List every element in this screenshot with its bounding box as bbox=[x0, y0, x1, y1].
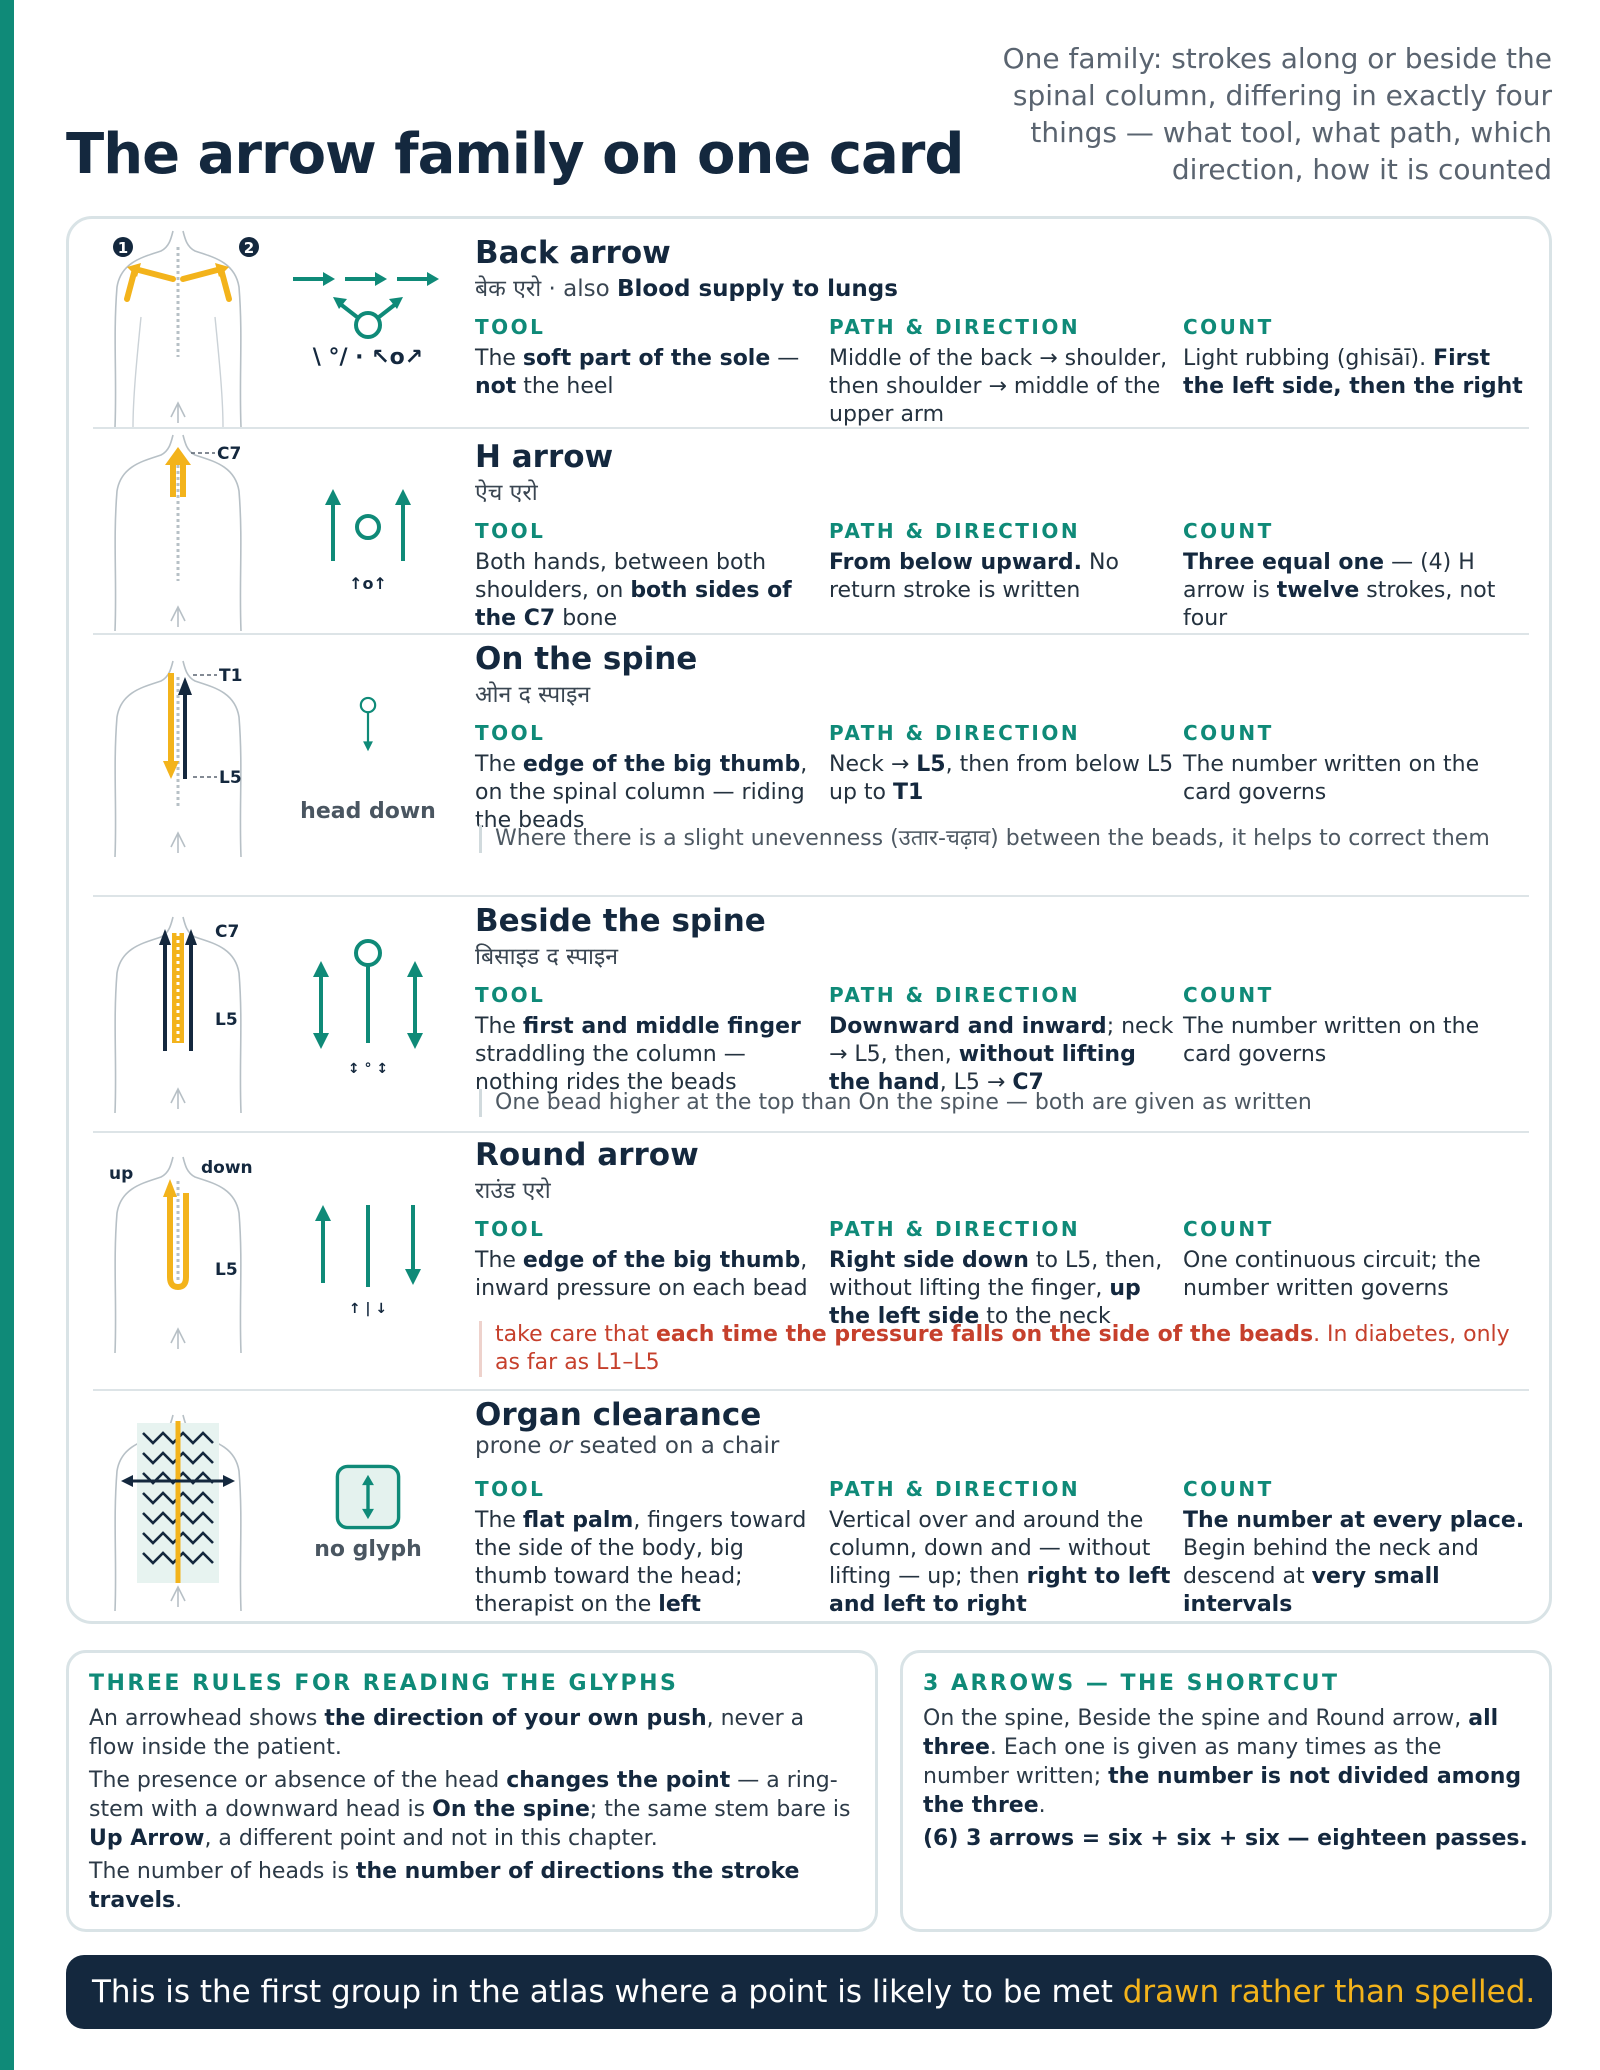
row-name: Round arrow bbox=[475, 1137, 699, 1173]
path-column: PATH & DIRECTION Vertical over and around the column, down and — without lifting — up; then right to left and left to right bbox=[829, 1477, 1171, 1617]
shortcut-heading: 3 ARROWS — THE SHORTCUT bbox=[923, 1671, 1340, 1696]
row-h-arrow bbox=[93, 431, 1529, 631]
fig-mark: L5 bbox=[215, 1260, 238, 1280]
row-on-the-spine bbox=[93, 633, 1529, 883]
tool-column: TOOL The edge of the big thumb, on the spinal column — riding the beads bbox=[475, 721, 808, 833]
fig-mark: L5 bbox=[215, 1010, 238, 1030]
tool-column: TOOL Both hands, between both shoulders, on both sides of the C7 bone bbox=[475, 519, 792, 631]
row-alt-name: ऐच एरो bbox=[475, 480, 538, 506]
shortcut-box bbox=[900, 1650, 1552, 1932]
tool-column: TOOL The first and middle finger straddling the column — nothing rides the beads bbox=[475, 983, 801, 1095]
h-arrow-glyph-icon bbox=[283, 431, 453, 631]
row-warning-note: take care that each time the pressure falls on the side of the beads. In diabetes, only as far as L1–L5 bbox=[479, 1321, 1529, 1377]
row-divider bbox=[93, 427, 1529, 429]
count-column: COUNT Light rubbing (ghisāī). First the left side, then the right bbox=[1183, 315, 1523, 399]
row-round-arrow bbox=[93, 1129, 1529, 1387]
path-column: PATH & DIRECTION From below upward. No return stroke is written bbox=[829, 519, 1119, 603]
back-figure-illustration bbox=[93, 227, 263, 427]
path-column: PATH & DIRECTION Middle of the back → shoulder, then shoulder → middle of the upper arm bbox=[829, 315, 1168, 427]
glyph-text: \ °/ · ↖o↗ bbox=[312, 345, 424, 370]
tool-column: TOOL The edge of the big thumb, inward pressure on each bead bbox=[475, 1217, 808, 1301]
path-column: PATH & DIRECTION Right side down to L5, then, without lifting the finger, up the left side to the neck bbox=[829, 1217, 1163, 1329]
row-alt-name: prone or seated on a chair bbox=[475, 1433, 780, 1459]
page-subtitle: One family: strokes along or beside the spinal column, differing in exactly four things — what tool, what path, which direction, how it is counted bbox=[1002, 42, 1552, 186]
fig-mark: T1 bbox=[219, 666, 243, 686]
row-name: On the spine bbox=[475, 641, 698, 677]
row-alt-name: राउंड एरो bbox=[475, 1178, 551, 1204]
round-arrow-glyph-icon bbox=[283, 1153, 453, 1353]
row-alt-name: ओन द स्पाइन bbox=[475, 682, 591, 708]
rule-paragraph: The number of heads is the number of directions the stroke travels. bbox=[89, 1859, 800, 1913]
rule-paragraph: The presence or absence of the head changes the point — a ring-stem with a downward head is On the spine; the same stem bare is Up Arrow, a different point and not in this chapter. bbox=[89, 1768, 851, 1851]
fig-mark: up bbox=[109, 1164, 134, 1184]
row-beside-the-spine bbox=[93, 895, 1529, 1127]
organ-clearance-glyph bbox=[283, 1389, 453, 1589]
back-figure-illustration bbox=[93, 657, 263, 857]
glyph-caption: no glyph bbox=[314, 1537, 422, 1562]
page-title: The arrow family on one card bbox=[66, 122, 964, 187]
glyph-rules-box bbox=[66, 1650, 878, 1932]
glyph-text: ↑ | ↓ bbox=[348, 1301, 388, 1317]
count-column: COUNT The number written on the card governs bbox=[1183, 721, 1480, 805]
glyph-text: ↕ ° ↕ bbox=[347, 1061, 389, 1077]
count-column: COUNT Three equal one — (4) H arrow is twelve strokes, not four bbox=[1183, 519, 1496, 631]
fig-mark: L5 bbox=[219, 768, 242, 788]
shortcut-paragraph: On the spine, Beside the spine and Round arrow, all three. Each one is given as many times as the number written; the number is not divided among the three. bbox=[923, 1706, 1522, 1818]
tool-column: TOOL The flat palm, fingers toward the side of the body, big thumb toward the head; therapist on the left bbox=[475, 1477, 807, 1617]
fig-mark: down bbox=[201, 1158, 253, 1178]
count-column: COUNT The number written on the card governs bbox=[1183, 983, 1480, 1067]
path-column: PATH & DIRECTION Downward and inward; neck → L5, then, without lifting the hand, L5 → C7 bbox=[829, 983, 1174, 1095]
row-note: One bead higher at the top than On the spine — both are given as written bbox=[479, 1089, 1529, 1117]
ring-stem-head-down-icon bbox=[283, 693, 453, 803]
footer-text: This is the first group in the atlas where a point is likely to be met bbox=[92, 1974, 1123, 2010]
row-name: Organ clearance bbox=[475, 1397, 762, 1433]
fig-mark: 1 bbox=[117, 239, 129, 257]
row-name: Back arrow bbox=[475, 235, 671, 271]
fig-mark: C7 bbox=[217, 444, 242, 464]
no-glyph-icon bbox=[334, 1463, 402, 1531]
fig-mark: C7 bbox=[215, 922, 240, 942]
rules-heading: THREE RULES FOR READING THE GLYPHS bbox=[89, 1671, 679, 1696]
back-arrow-glyph-icon bbox=[283, 227, 453, 427]
row-back-arrow bbox=[93, 227, 1529, 427]
on-spine-glyph bbox=[283, 633, 453, 833]
fig-mark: 2 bbox=[243, 239, 255, 257]
glyph-text: ↑o↑ bbox=[349, 574, 387, 593]
beside-spine-glyph-icon bbox=[283, 913, 453, 1113]
footer-banner bbox=[66, 1955, 1552, 2029]
row-organ-clearance bbox=[93, 1389, 1529, 1617]
rule-paragraph: An arrowhead shows the direction of your own push, never a flow inside the patient. bbox=[89, 1706, 805, 1760]
row-name: H arrow bbox=[475, 439, 614, 475]
row-note: Where there is a slight unevenness (उतार-चढ़ाव) between the beads, it helps to correct them bbox=[479, 825, 1529, 853]
count-column: COUNT One continuous circuit; the number written governs bbox=[1183, 1217, 1481, 1301]
row-name: Beside the spine bbox=[475, 903, 766, 939]
back-figure-illustration bbox=[93, 431, 263, 631]
path-column: PATH & DIRECTION Neck → L5, then from below L5 up to T1 bbox=[829, 721, 1174, 805]
accent-side-bar bbox=[0, 0, 14, 2070]
shortcut-formula: (6) 3 arrows = six + six + six — eighteen passes. bbox=[923, 1826, 1528, 1851]
arrow-family-card bbox=[66, 216, 1552, 1624]
tool-column: TOOL The soft part of the sole — not the heel bbox=[475, 315, 800, 399]
footer-highlight: drawn rather than spelled. bbox=[1122, 1974, 1536, 2010]
header bbox=[66, 40, 1552, 200]
back-figure-illustration bbox=[93, 913, 263, 1113]
back-figure-illustration bbox=[93, 1411, 263, 1611]
row-alt-name: बेक एरो · also Blood supply to lungs bbox=[475, 276, 898, 302]
back-figure-illustration bbox=[93, 1153, 263, 1353]
row-alt-name: बिसाइड द स्पाइन bbox=[475, 944, 619, 970]
count-column: COUNT The number at every place. Begin behind the neck and descend at very small intervals bbox=[1183, 1477, 1525, 1617]
glyph-caption: head down bbox=[300, 799, 436, 824]
